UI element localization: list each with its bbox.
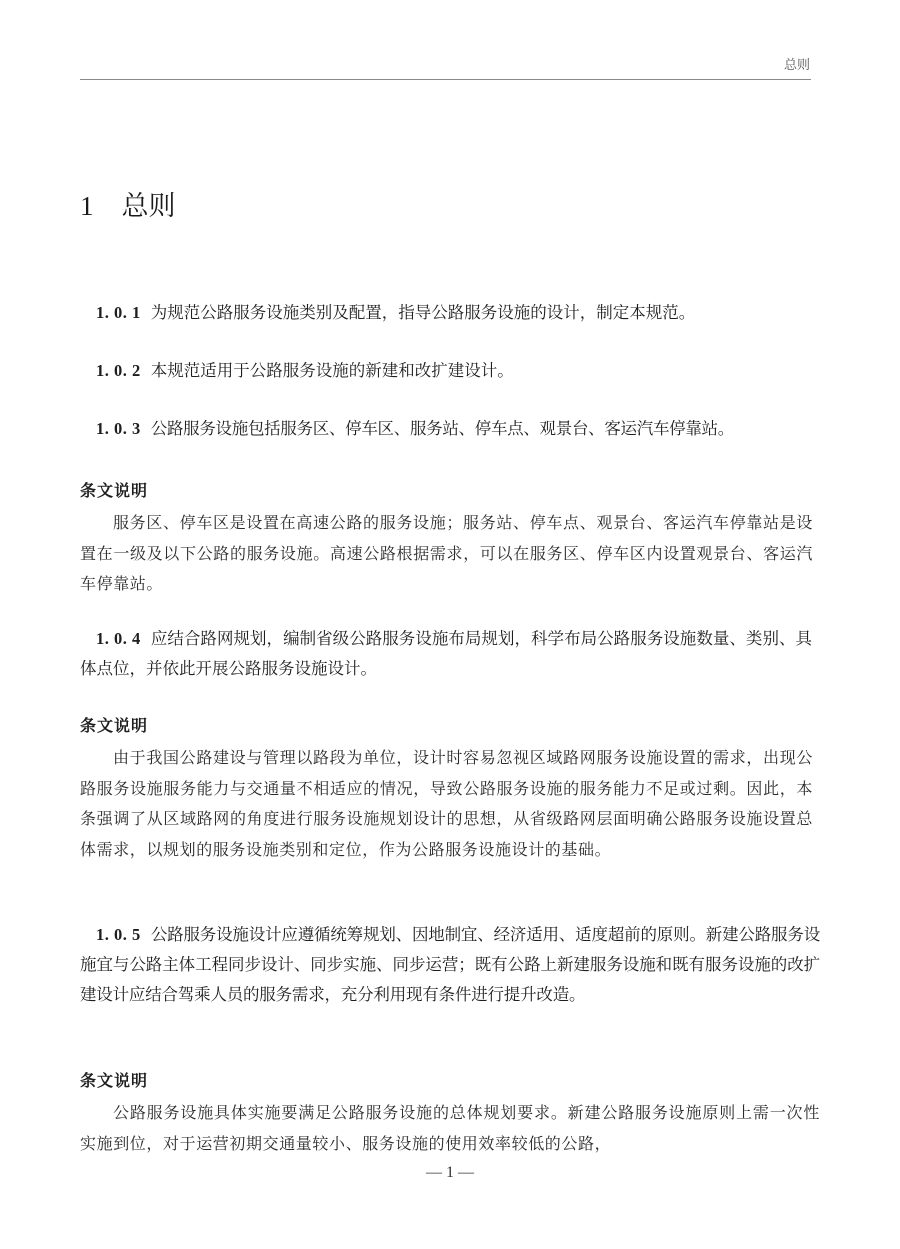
commentary-text: 公路服务设施具体实施要满足公路服务设施的总体规划要求。新建公路服务设施原则上需一次性实施到位，对于运营初期交通量较小、服务设施的使用效率较低的公路， — [80, 1103, 820, 1153]
clause-text: 本规范适用于公路服务设施的新建和改扩建设计。 — [150, 361, 514, 380]
clause-text: 应结合路网规划，编制省级公路服务设施布局规划，科学布局公路服务设施数量、类别、具体点位，并依此开展公路服务设施设计。 — [80, 629, 813, 678]
commentary-heading: 条文说明 — [80, 1071, 149, 1090]
chapter-title — [80, 184, 176, 223]
clause-1-0-5 — [80, 920, 820, 1010]
clause-number: 1. 0. 4 — [96, 629, 141, 648]
commentary-body-3 — [80, 1098, 820, 1159]
clause-1-0-3 — [80, 414, 820, 444]
clause-1-0-1 — [80, 298, 815, 328]
commentary-block-1 — [80, 478, 815, 501]
page-number: — 1 — — [426, 1164, 474, 1181]
commentary-text: 由于我国公路建设与管理以路段为单位，设计时容易忽视区域路网服务设施设置的需求，出现公路服务设施服务能力与交通量不相适应的情况，导致公路服务设施的服务能力不足或过剩。因此，本条强调了从区域路网的角度进行服务设施规划设计的思想，从省级路网层面明确公路服务设施设置总体需求，以规划的服务设施类别和定位，作为公路服务设施设计的基础。 — [80, 748, 813, 859]
chapter-number: 1 — [80, 191, 94, 221]
commentary-body-1 — [80, 508, 813, 600]
clause-1-0-2 — [80, 356, 815, 386]
running-header: 总则 — [783, 58, 810, 73]
commentary-heading: 条文说明 — [80, 481, 149, 500]
clause-text: 公路服务设施设计应遵循统筹规划、因地制宜、经济适用、适度超前的原则。新建公路服务设施宜与公路主体工程同步设计、同步实施、同步运营；既有公路上新建服务设施和既有服务设施的改扩建设计应结合驾乘人员的服务需求，充分利用现有条件进行提升改造。 — [80, 925, 820, 1004]
clause-text: 为规范公路服务设施类别及配置，指导公路服务设施的设计，制定本规范。 — [150, 303, 696, 322]
clause-number: 1. 0. 3 — [96, 419, 141, 438]
commentary-block-3 — [80, 1068, 815, 1091]
chapter-heading: 总则 — [121, 191, 176, 222]
commentary-text: 服务区、停车区是设置在高速公路的服务设施；服务站、停车点、观景台、客运汽车停靠站是设置在一级及以下公路的服务设施。高速公路根据需求，可以在服务区、停车区内设置观景台、客运汽车停靠站。 — [80, 513, 813, 593]
clause-1-0-4 — [80, 624, 812, 684]
clause-number: 1. 0. 5 — [96, 925, 141, 944]
clause-number: 1. 0. 2 — [96, 361, 141, 380]
commentary-block-2 — [80, 713, 815, 736]
clause-number: 1. 0. 1 — [96, 303, 141, 322]
commentary-heading: 条文说明 — [80, 716, 149, 735]
clause-text: 公路服务设施包括服务区、停车区、服务站、停车点、观景台、客运汽车停靠站。 — [150, 419, 734, 438]
commentary-body-2 — [80, 743, 813, 865]
header-rule — [80, 79, 811, 80]
